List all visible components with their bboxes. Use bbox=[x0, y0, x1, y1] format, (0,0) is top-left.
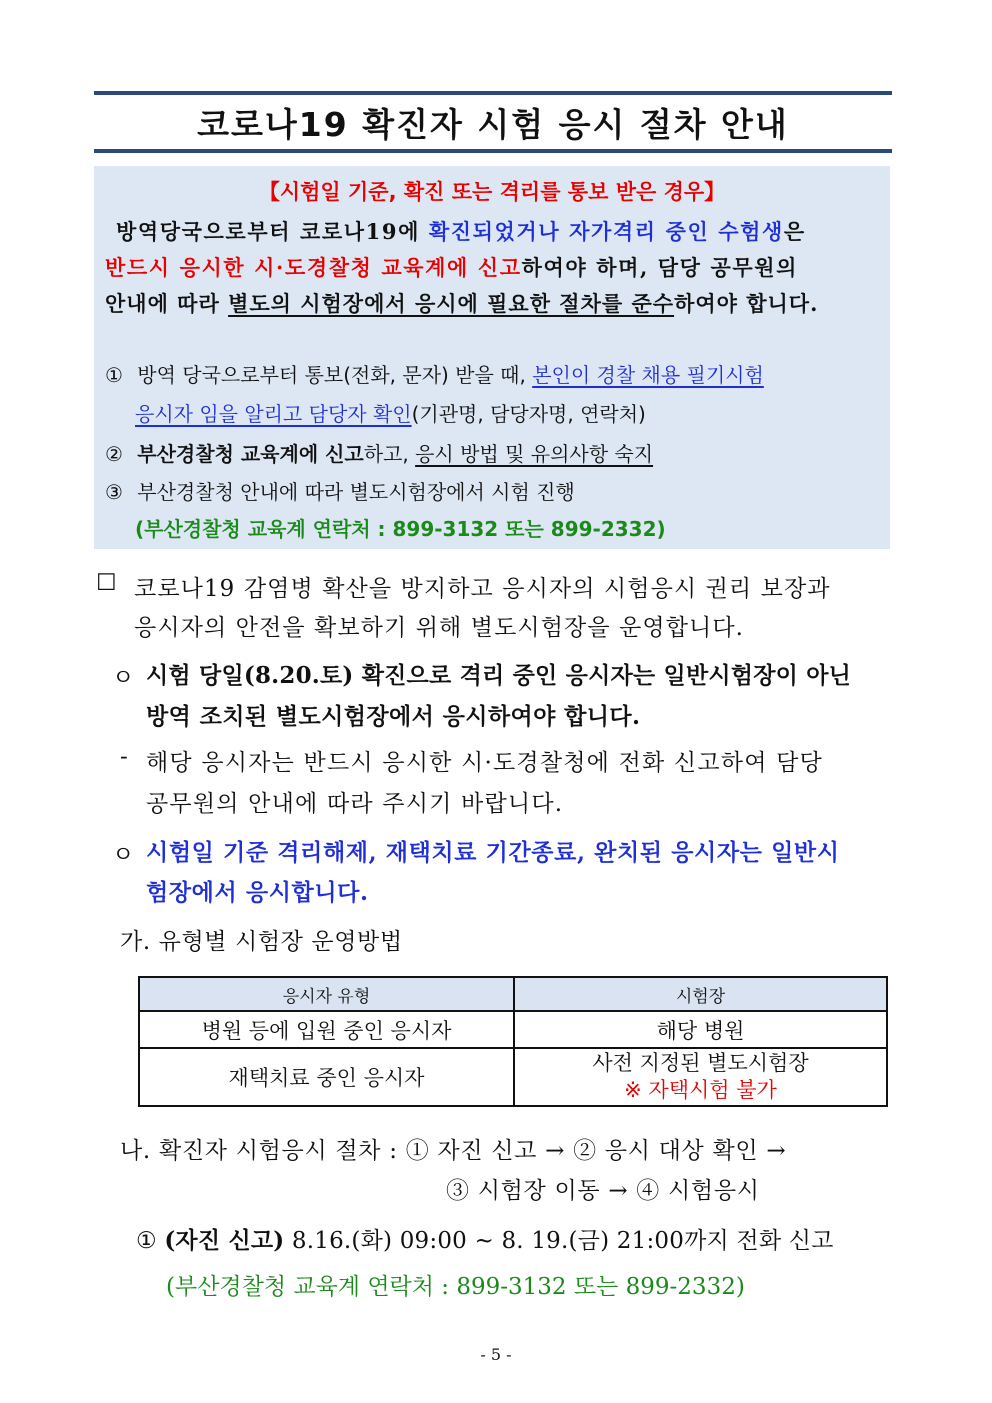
table-cell: 재택치료 중인 응시자 bbox=[139, 1048, 514, 1106]
text: 하고, bbox=[363, 442, 416, 466]
text: 방역 당국으로부터 통보(전화, 문자) 받을 때, bbox=[137, 363, 533, 387]
text: 8.16.(화) 09:00 ~ 8. 19.(금) 21:00까지 전화 신고 bbox=[284, 1228, 834, 1254]
text: (기관명, 담당자명, 연락처) bbox=[411, 402, 646, 426]
underlined-text: 응시 방법 및 유의사항 숙지 bbox=[415, 442, 654, 466]
point-1-line-2: 방역 조치된 별도시험장에서 응시하여야 합니다. bbox=[146, 703, 641, 730]
text: 하여야 하며, 담당 공무원의 bbox=[521, 255, 799, 280]
highlight-text: 본인이 경찰 채용 필기시험 bbox=[532, 363, 764, 387]
highlight-text: 응시자 임을 알리고 담당자 확인 bbox=[135, 402, 412, 426]
bold-text: (자진 신고) bbox=[164, 1227, 285, 1254]
procedure-step-1 bbox=[136, 1222, 834, 1255]
text: 방역당국으로부터 코로나19에 bbox=[116, 219, 429, 244]
table-cell: 병원 등에 입원 중인 응시자 bbox=[139, 1011, 514, 1048]
section-1-line-1: 코로나19 감염병 확산을 방지하고 응시자의 시험응시 권리 보장과 bbox=[134, 576, 831, 602]
bold-text: 부산경찰청 교육계에 신고 bbox=[137, 442, 364, 466]
subsection-na-line-1: 나. 확진자 시험응시 절차 : ① 자진 신고 → ② 응시 대상 확인 → bbox=[120, 1138, 787, 1164]
text: 부산경찰청 안내에 따라 별도시험장에서 시험 진행 bbox=[137, 480, 575, 504]
text: 안내에 따라 bbox=[105, 291, 229, 316]
circle-bullet: ㅇ bbox=[112, 665, 135, 691]
section-bullet-box: ☐ bbox=[96, 570, 117, 596]
point-1-line-1: 시험 당일(8.20.토) 확진으로 격리 중인 응시자는 일반시험장이 아닌 bbox=[146, 662, 852, 689]
highlight-text: 반드시 응시한 시·도경찰청 교육계에 신고 bbox=[105, 255, 522, 280]
point-2-line-1: 시험일 기준 격리해제, 재택치료 기간종료, 완치된 응시자는 일반시 bbox=[146, 839, 840, 866]
exam-site-table bbox=[138, 976, 888, 1107]
section-1-line-2: 응시자의 안전을 확보하기 위해 별도시험장을 운영합니다. bbox=[134, 615, 745, 641]
detail-1-line-2: 공무원의 안내에 따라 주시기 바랍니다. bbox=[146, 791, 564, 817]
circle-bullet: ㅇ bbox=[112, 842, 135, 868]
table-cell: 해당 병원 bbox=[514, 1011, 887, 1048]
notice-paragraph-line-2 bbox=[105, 252, 798, 282]
underlined-text: 별도의 시험장에서 응시에 필요한 절차를 준수 bbox=[228, 291, 675, 316]
page-title: 코로나19 확진자 시험 응시 절차 안내 bbox=[197, 104, 789, 144]
site-text: 사전 지정된 별도시험장 bbox=[592, 1051, 809, 1075]
detail-1-line-1: 해당 응시자는 반드시 응시한 시·도경찰청에 전화 신고하여 담당 bbox=[146, 750, 823, 776]
item-number: ③ bbox=[105, 480, 123, 504]
notice-box bbox=[94, 166, 890, 549]
text: 하여야 합니다. bbox=[674, 291, 819, 316]
table-header: 응시자 유형 bbox=[139, 977, 514, 1011]
dash-bullet: - bbox=[120, 744, 128, 770]
page-number: - 5 - bbox=[480, 1345, 512, 1364]
notice-paragraph-line-1 bbox=[116, 216, 806, 246]
procedure-contact: (부산경찰청 교육계 연락처 : 899-3132 또는 899-2332) bbox=[166, 1274, 745, 1300]
point-2-line-2: 험장에서 응시합니다. bbox=[146, 879, 369, 906]
table-row bbox=[139, 1048, 887, 1106]
table-row bbox=[139, 1011, 887, 1048]
notice-paragraph-line-3 bbox=[105, 288, 818, 318]
table-header: 시험장 bbox=[514, 977, 887, 1011]
text: 은 bbox=[783, 219, 806, 244]
title-bar bbox=[94, 91, 892, 153]
subsection-na-line-2: ③ 시험장 이동 → ④ 시험응시 bbox=[446, 1178, 760, 1204]
notice-heading: 【시험일 기준, 확진 또는 격리를 통보 받은 경우】 bbox=[258, 180, 726, 204]
notice-contact: (부산경찰청 교육계 연락처 : 899-3132 또는 899-2332) bbox=[135, 517, 666, 541]
notice-item-1-line-2 bbox=[135, 398, 646, 427]
highlight-text: 확진되었거나 자가격리 중인 수험생 bbox=[428, 219, 784, 244]
notice-item-3 bbox=[105, 476, 575, 505]
table-header-row bbox=[139, 977, 887, 1011]
step-number: ① bbox=[136, 1228, 165, 1254]
notice-item-1-line-1 bbox=[105, 359, 764, 388]
table-cell bbox=[514, 1048, 887, 1106]
item-number: ① bbox=[105, 363, 123, 387]
item-number: ② bbox=[105, 442, 123, 466]
site-note: ※ 자택시험 불가 bbox=[624, 1078, 777, 1102]
notice-item-2 bbox=[105, 438, 653, 467]
subsection-ga: 가. 유형별 시험장 운영방법 bbox=[120, 929, 403, 955]
